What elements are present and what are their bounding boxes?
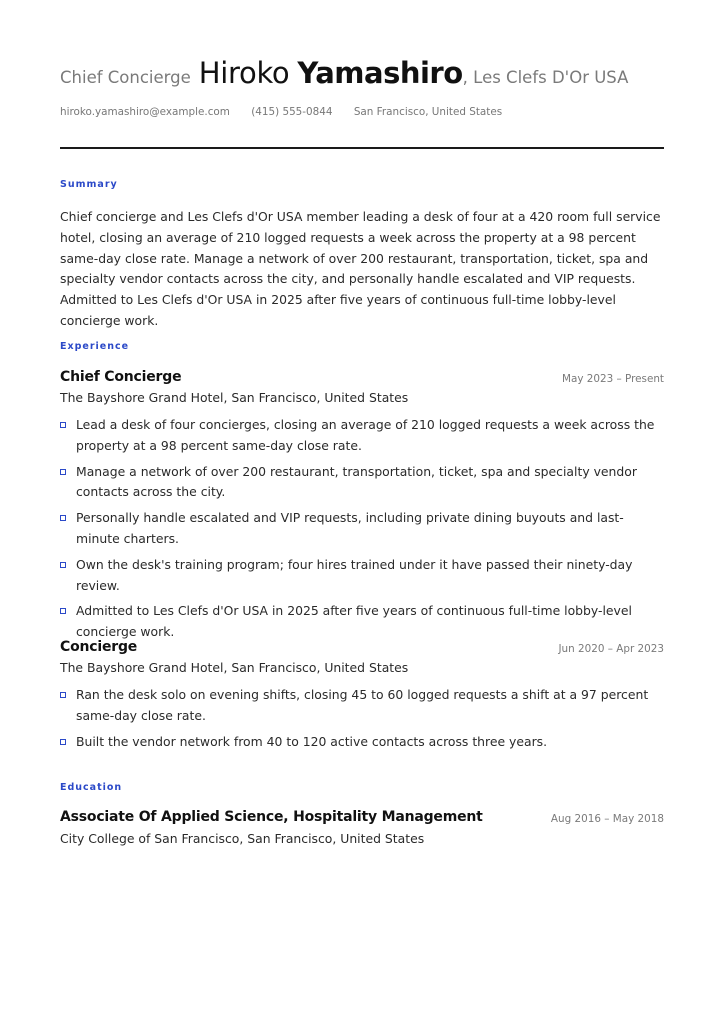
resume-page bbox=[60, 56, 664, 846]
header-divider bbox=[60, 147, 664, 149]
job-bullet-text: Lead a desk of four concierges, closing an average of 210 logged requests a week across the property at a 98 percent same-day close rate. bbox=[76, 417, 655, 453]
job-dates: May 2023 – Present bbox=[561, 373, 664, 385]
job-bullet bbox=[60, 415, 664, 457]
summary-heading: Summary bbox=[60, 179, 118, 190]
job-bullet bbox=[60, 732, 664, 753]
contact-location: San Francisco, United States bbox=[353, 106, 503, 118]
header-first-name: Hiroko bbox=[198, 56, 290, 90]
square-bullet-icon bbox=[60, 422, 66, 428]
job-bullet bbox=[60, 685, 664, 727]
square-bullet-icon bbox=[60, 692, 66, 698]
job-bullet-text: Admitted to Les Clefs d'Or USA in 2025 after five years of continuous full-time lobby-level concierge work. bbox=[76, 603, 632, 640]
job-bullet-text: Built the vendor network from 40 to 120 active contacts across three years. bbox=[76, 733, 548, 749]
job-organization: The Bayshore Grand Hotel, San Francisco, United States bbox=[60, 390, 409, 405]
job-bullet bbox=[60, 601, 664, 643]
job-bullet bbox=[60, 508, 664, 550]
square-bullet-icon bbox=[60, 469, 66, 475]
job-title: Concierge bbox=[60, 639, 138, 655]
job-bullet bbox=[60, 555, 664, 597]
contact-email[interactable]: hiroko.yamashiro@example.com bbox=[60, 106, 230, 118]
education-degree: Associate Of Applied Science, Hospitality Management bbox=[60, 809, 483, 825]
header-affiliation: , Les Clefs D'Or USA bbox=[462, 68, 629, 87]
square-bullet-icon bbox=[60, 562, 66, 568]
square-bullet-icon bbox=[60, 515, 66, 521]
square-bullet-icon bbox=[60, 739, 66, 745]
header-role: Chief Concierge bbox=[60, 68, 191, 87]
job-dates: Jun 2020 – Apr 2023 bbox=[558, 643, 664, 655]
contact-line bbox=[60, 106, 664, 118]
job-organization: The Bayshore Grand Hotel, San Francisco, United States bbox=[60, 660, 409, 675]
experience-heading: Experience bbox=[60, 341, 130, 352]
job-bullets bbox=[60, 415, 664, 648]
job-bullets bbox=[60, 685, 664, 757]
resume-header bbox=[60, 56, 664, 90]
job-bullet-text: Ran the desk solo on evening shifts, closing 45 to 60 logged requests a shift at a 97 percent same-day close rate. bbox=[76, 687, 649, 723]
square-bullet-icon bbox=[60, 608, 66, 614]
education-heading: Education bbox=[60, 782, 123, 793]
job-bullet-text: Own the desk's training program; four hires trained under it have passed their ninety-day review. bbox=[76, 556, 633, 593]
job-title: Chief Concierge bbox=[60, 369, 182, 385]
job-bullet-text: Personally handle escalated and VIP requests, including private dining buyouts and last-minute charters. bbox=[76, 510, 624, 546]
job-bullet bbox=[60, 462, 664, 504]
job-bullet-text: Manage a network of over 200 restaurant, transportation, ticket, spa and specialty vendor contacts across the city. bbox=[76, 463, 637, 500]
summary-text: Chief concierge and Les Clefs d'Or USA member leading a desk of four at a 420 room full service hotel, closing an average of 210 logged requests a week across the property at a 98 percent same-day close rate. Manage a network of over 200 restaurant, transportation, ticket, spa and specialty vendor contacts across the city, and personally handle escalated and VIP requests. Admitted to Les Clefs d'Or USA in 2025 after five years of continuous full-time lobby-level concierge work. bbox=[60, 209, 661, 328]
education-dates: Aug 2016 – May 2018 bbox=[550, 813, 664, 825]
contact-phone[interactable]: (415) 555-0844 bbox=[251, 106, 333, 118]
education-school: City College of San Francisco, San Francisco, United States bbox=[60, 831, 425, 846]
header-last-name: Yamashiro bbox=[297, 56, 463, 90]
